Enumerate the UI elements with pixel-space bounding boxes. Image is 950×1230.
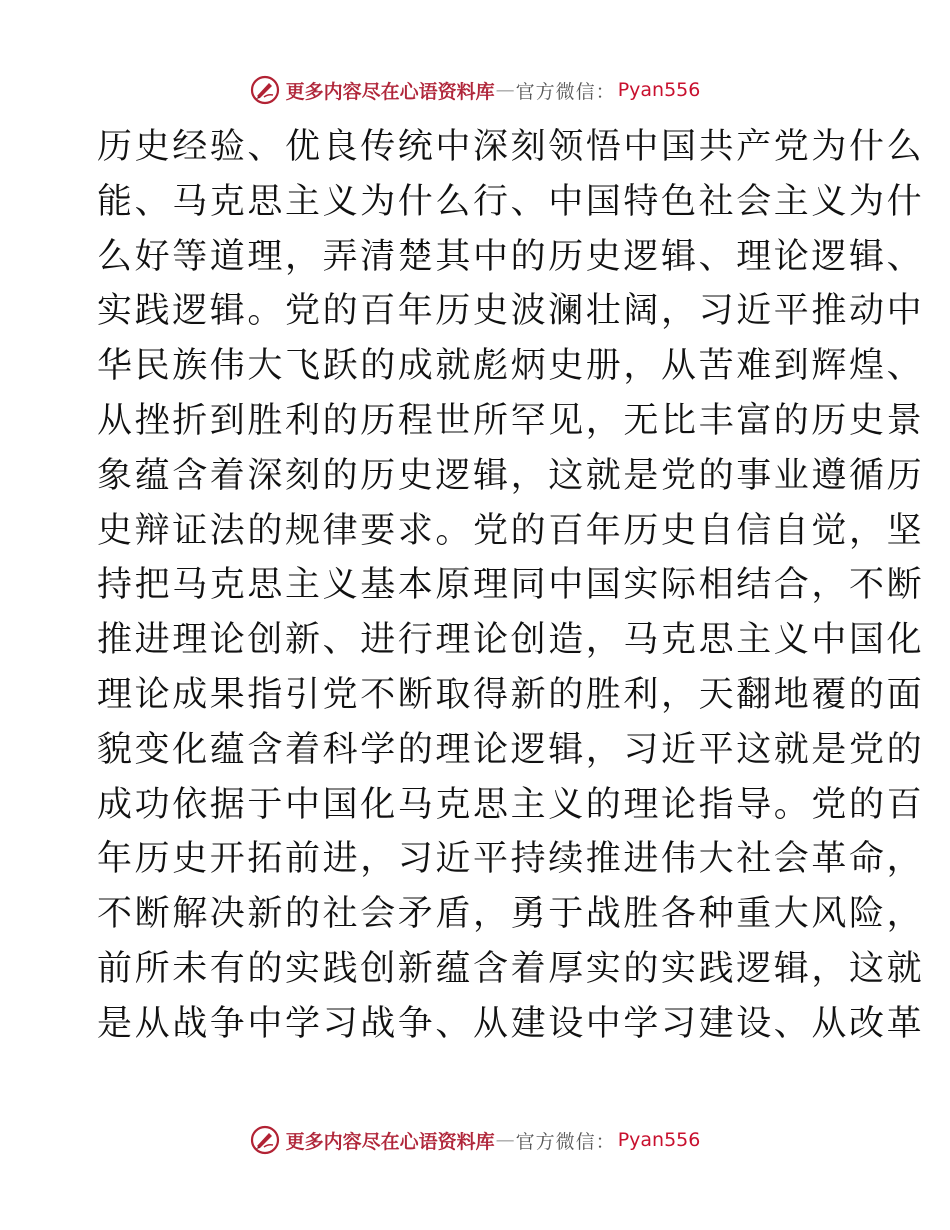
body-text-line: 前所未有的实践创新蕴含着厚实的实践逻辑，这就 bbox=[97, 948, 925, 989]
banner-account-id: Pyan556 bbox=[617, 79, 701, 101]
banner-account-id: Pyan556 bbox=[617, 1129, 701, 1151]
banner-main-text: 更多内容尽在心语资料库 bbox=[285, 80, 495, 103]
body-text-line: 貌变化蕴含着科学的理论逻辑，习近平这就是党的 bbox=[97, 729, 925, 770]
body-text-line: 么好等道理，弄清楚其中的历史逻辑、理论逻辑、 bbox=[97, 236, 925, 277]
writing-hand-logo-icon bbox=[250, 75, 280, 105]
banner-separator: — bbox=[495, 1129, 515, 1151]
body-text-line: 是从战争中学习战争、从建设中学习建设、从改革 bbox=[97, 1003, 925, 1044]
body-text-line: 能、马克思主义为什么行、中国特色社会主义为什 bbox=[97, 181, 925, 222]
banner-official-label: 官方微信： bbox=[515, 1130, 616, 1153]
body-text-line: 不断解决新的社会矛盾，勇于战胜各种重大风险， bbox=[97, 894, 925, 935]
body-text-line: 持把马克思主义基本原理同中国实际相结合，不断 bbox=[97, 565, 925, 606]
header-watermark-banner bbox=[0, 73, 950, 107]
footer-watermark-banner bbox=[0, 1123, 950, 1157]
body-text-line: 从挫折到胜利的历程世所罕见，无比丰富的历史景 bbox=[97, 400, 925, 441]
banner-main-text: 更多内容尽在心语资料库 bbox=[285, 1130, 495, 1153]
body-text-line: 成功依据于中国化马克思主义的理论指导。党的百 bbox=[97, 784, 925, 825]
body-text-line: 年历史开拓前进，习近平持续推进伟大社会革命， bbox=[97, 839, 925, 880]
body-text-line: 华民族伟大飞跃的成就彪炳史册，从苦难到辉煌、 bbox=[97, 346, 925, 387]
body-text-line: 象蕴含着深刻的历史逻辑，这就是党的事业遵循历 bbox=[97, 455, 925, 496]
body-text-line: 实践逻辑。党的百年历史波澜壮阔，习近平推动中 bbox=[97, 291, 925, 332]
writing-hand-logo-icon bbox=[250, 1125, 280, 1155]
body-text-line: 推进理论创新、进行理论创造，马克思主义中国化 bbox=[97, 620, 925, 661]
body-text-line: 史辩证法的规律要求。党的百年历史自信自觉，坚 bbox=[97, 510, 925, 551]
banner-separator: — bbox=[495, 79, 515, 101]
body-text-line: 理论成果指引党不断取得新的胜利，天翻地覆的面 bbox=[97, 674, 925, 715]
body-text-line: 历史经验、优良传统中深刻领悟中国共产党为什么 bbox=[97, 127, 925, 167]
document-body bbox=[97, 120, 925, 1052]
banner-official-label: 官方微信： bbox=[515, 80, 616, 103]
